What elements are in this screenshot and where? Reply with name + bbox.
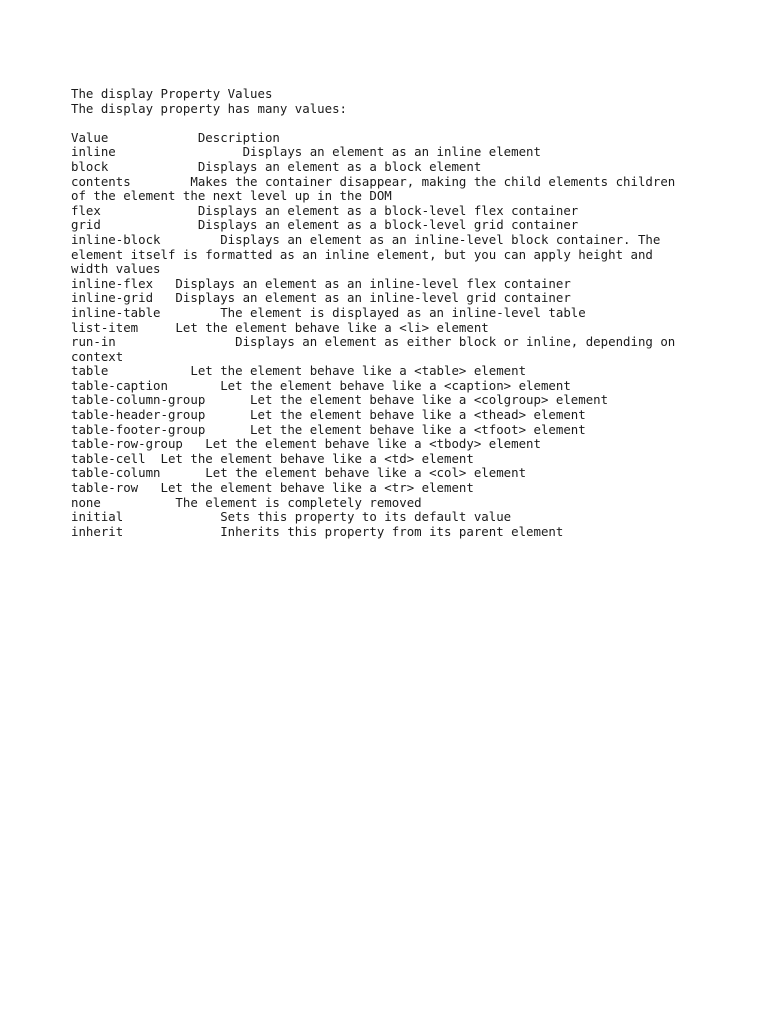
table-row: inline-grid Displays an element as an inline-level grid container [71,290,571,306]
table-row-continuation: element itself is formatted as an inline element, but you can apply height and [71,246,653,262]
display-values-table [71,131,711,540]
blank-line [71,116,711,131]
table-row: list-item Let the element behave like a <li> element [71,319,489,335]
table-row: table-row Let the element behave like a <tr> element [71,480,474,496]
table-row-continuation: width values [71,261,161,277]
table-row: inline-block Displays an element as an inline-level block container. The [71,231,661,247]
table-row-continuation: of the element the next level up in the DOM [71,188,392,204]
document-heading: The display Property Values [71,86,273,101]
table-row: table-column Let the element behave like a <col> element [71,465,527,481]
table-row: initial Sets this property to its default value [71,509,512,525]
table-row: grid Displays an element as a block-level grid container [71,217,579,233]
table-row: inline-table The element is displayed as an inline-level table [71,304,586,320]
table-row: table-row-group Let the element behave like a <tbody> element [71,436,541,452]
table-row: table-header-group Let the element behave like a <thead> element [71,407,586,423]
table-header-row: Value Description [71,129,280,145]
table-row: contents Makes the container disappear, making the child elements children [71,173,676,189]
table-row: inherit Inherits this property from its parent element [71,523,564,539]
table-row: run-in Displays an element as either block or inline, depending on [71,334,676,350]
table-row: table-footer-group Let the element behave like a <tfoot> element [71,421,586,437]
table-row: block Displays an element as a block element [71,158,482,174]
table-row: table-column-group Let the element behave like a <colgroup> element [71,392,609,408]
table-row: flex Displays an element as a block-level flex container [71,202,579,218]
table-row: inline Displays an element as an inline element [71,144,541,160]
table-row: table Let the element behave like a <table> element [71,363,527,379]
table-row: none The element is completely removed [71,494,422,510]
document-page [71,87,711,539]
table-row: inline-flex Displays an element as an inline-level flex container [71,275,571,291]
table-row: table-cell Let the element behave like a <td> element [71,450,474,466]
table-row: table-caption Let the element behave like a <caption> element [71,377,571,393]
table-row-continuation: context [71,348,124,364]
document-intro: The display property has many values: [71,100,348,116]
